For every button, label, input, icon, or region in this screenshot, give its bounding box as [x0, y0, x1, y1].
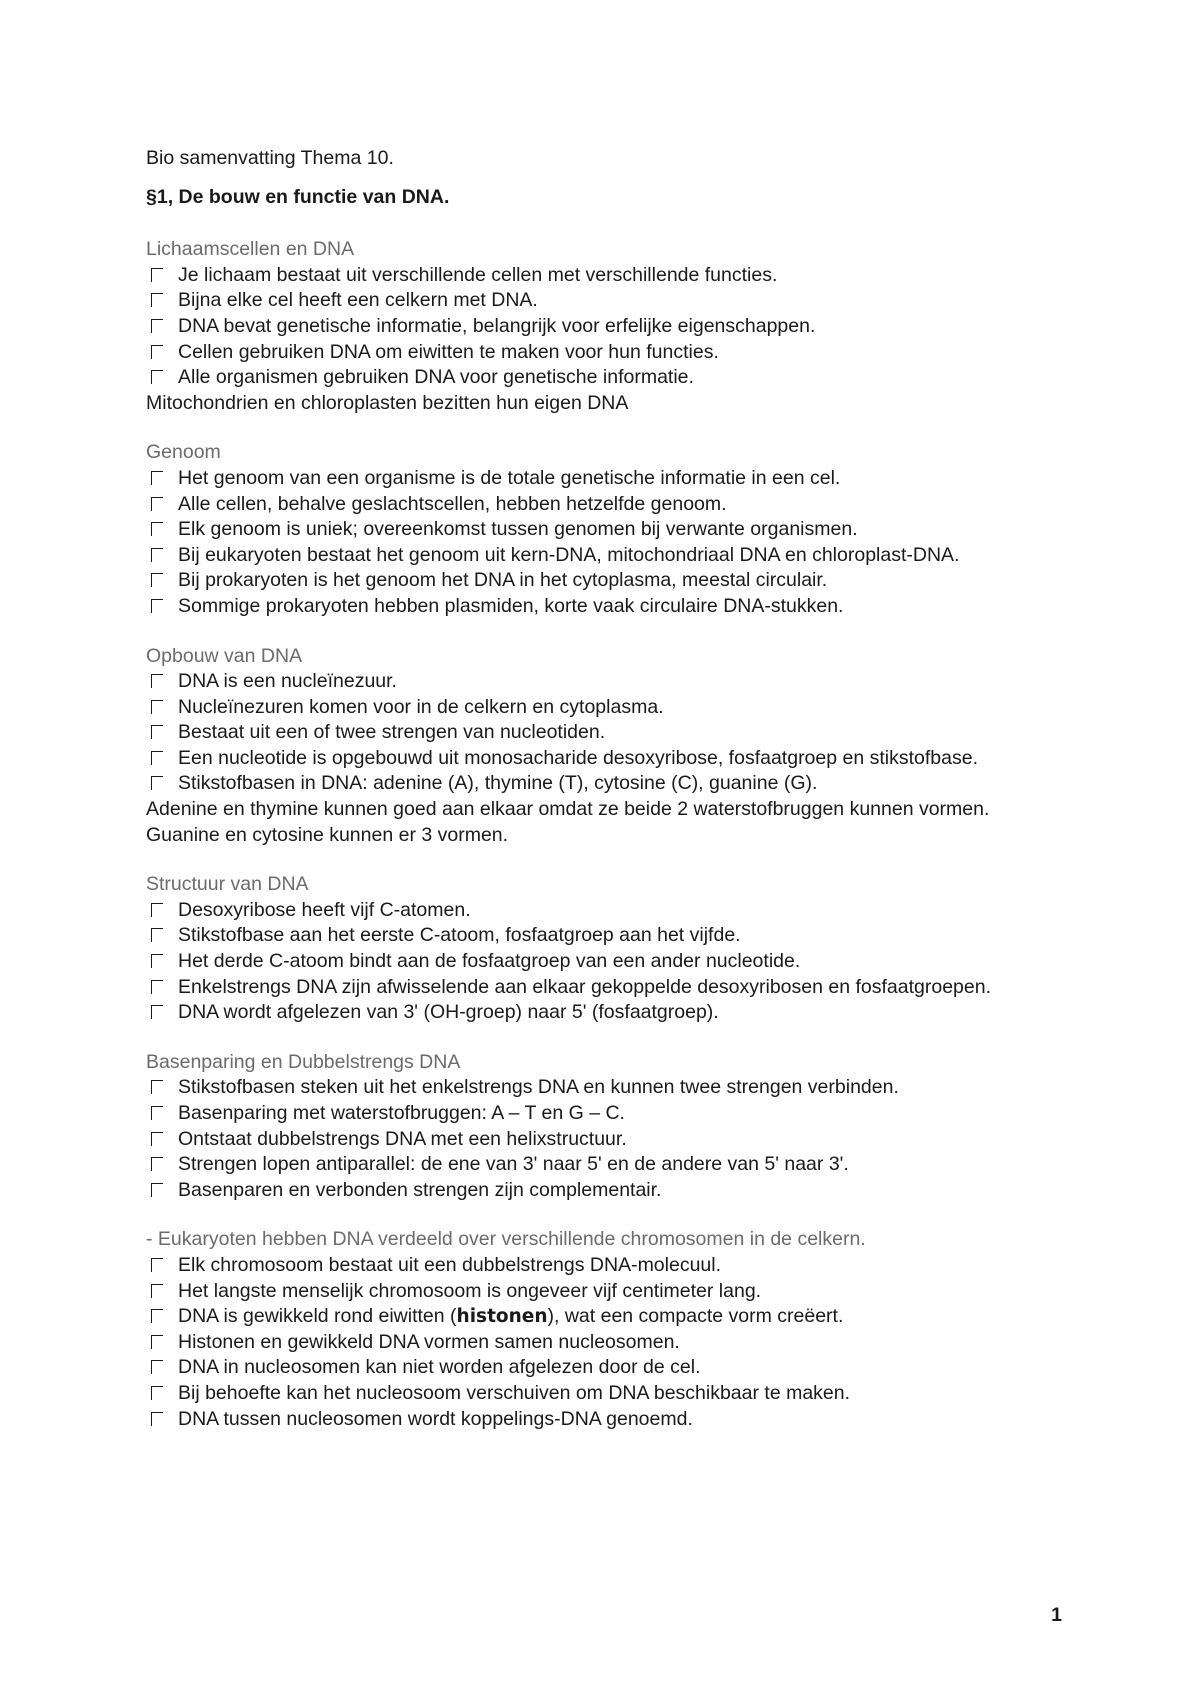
bullet-item — [146, 898, 1046, 924]
corner-bracket-bullet-icon — [151, 1106, 163, 1120]
bullet-item — [146, 543, 1046, 569]
bullet-item — [146, 365, 1046, 391]
section-heading: §1, De bouw en functie van DNA. — [146, 185, 450, 208]
line-text: Het genoom van een organisme is de totale genetische informatie in een cel. — [178, 466, 841, 489]
corner-bracket-bullet-icon — [151, 1360, 163, 1374]
line-text: Bij eukaryoten bestaat het genoom uit kern-DNA, mitochondriaal DNA en chloroplast-DNA. — [178, 543, 960, 566]
corner-bracket-bullet-icon — [151, 345, 163, 359]
subheading: Structuur van DNA — [146, 873, 309, 896]
content-block — [146, 1227, 1046, 1432]
corner-bracket-bullet-icon — [151, 776, 163, 790]
bullet-item — [146, 568, 1046, 594]
paragraph-line — [146, 797, 1046, 848]
line-text: Bijna elke cel heeft een celkern met DNA. — [178, 289, 538, 312]
bullet-item — [146, 1381, 1046, 1407]
subheading: Basenparing en Dubbelstrengs DNA — [146, 1050, 461, 1073]
corner-bracket-bullet-icon — [151, 1132, 163, 1146]
bullet-item — [146, 466, 1046, 492]
corner-bracket-bullet-icon — [151, 1335, 163, 1349]
corner-bracket-bullet-icon — [151, 1258, 163, 1272]
bullet-item — [146, 923, 1046, 949]
bullet-item — [146, 1075, 1046, 1101]
subheading: - Eukaryoten hebben DNA verdeeld over verschillende chromosomen in de celkern. — [146, 1228, 866, 1251]
line-text: Een nucleotide is opgebouwd uit monosacharide desoxyribose, fosfaatgroep en stikstofbase. — [178, 746, 979, 769]
content-block — [146, 1050, 1046, 1204]
bullet-item — [146, 949, 1046, 975]
line-text: Bij prokaryoten is het genoom het DNA in het cytoplasma, meestal circulair. — [178, 569, 828, 592]
bullet-item — [146, 594, 1046, 620]
corner-bracket-bullet-icon — [151, 548, 163, 562]
line-text: Het derde C-atoom bindt aan de fosfaatgroep van een ander nucleotide. — [178, 950, 801, 973]
text-span: DNA is gewikkeld rond eiwitten ( — [178, 1305, 457, 1328]
subheading: Lichaamscellen en DNA — [146, 238, 355, 261]
line-text: Strengen lopen antiparallel: de ene van 3' naar 5' en de andere van 5' naar 3'. — [178, 1153, 849, 1176]
bullet-item — [146, 1253, 1046, 1279]
corner-bracket-bullet-icon — [151, 1157, 163, 1171]
bullet-item — [146, 975, 1046, 1001]
content-block — [146, 440, 1046, 619]
corner-bracket-bullet-icon — [151, 522, 163, 536]
corner-bracket-bullet-icon — [151, 268, 163, 282]
line-text: Histonen en gewikkeld DNA vormen samen nucleosomen. — [178, 1330, 680, 1353]
line-text: Stikstofbasen in DNA: adenine (A), thymine (T), cytosine (C), guanine (G). — [178, 772, 818, 795]
page-number: 1 — [1051, 1604, 1062, 1626]
bullet-item — [146, 1178, 1046, 1204]
line-text: Bij behoefte kan het nucleosoom verschuiven om DNA beschikbaar te maken. — [178, 1381, 851, 1404]
line-text: Adenine en thymine kunnen goed aan elkaar omdat ze beide 2 waterstofbruggen kunnen vormen. Guanine en cytosine kunnen er 3 vormen. — [146, 798, 990, 846]
line-text: DNA wordt afgelezen van 3' (OH-groep) naar 5' (fosfaatgroep). — [178, 1001, 719, 1024]
bullet-item — [146, 669, 1046, 695]
line-text: Stikstofbase aan het eerste C-atoom, fosfaatgroep aan het vijfde. — [178, 924, 741, 947]
corner-bracket-bullet-icon — [151, 1005, 163, 1019]
corner-bracket-bullet-icon — [151, 700, 163, 714]
corner-bracket-bullet-icon — [151, 319, 163, 333]
corner-bracket-bullet-icon — [151, 1386, 163, 1400]
corner-bracket-bullet-icon — [151, 497, 163, 511]
line-text: Alle cellen, behalve geslachtscellen, hebben hetzelfde genoom. — [178, 492, 727, 515]
corner-bracket-bullet-icon — [151, 980, 163, 994]
line-text: DNA in nucleosomen kan niet worden afgelezen door de cel. — [178, 1356, 701, 1379]
document-title: Bio samenvatting Thema 10. — [146, 147, 394, 169]
subheading: Opbouw van DNA — [146, 644, 303, 667]
corner-bracket-bullet-icon — [151, 751, 163, 765]
bullet-item — [146, 263, 1046, 289]
bullet-item — [146, 340, 1046, 366]
line-text: DNA tussen nucleosomen wordt koppelings-DNA genoemd. — [178, 1407, 693, 1430]
corner-bracket-bullet-icon — [151, 293, 163, 307]
bullet-item — [146, 1330, 1046, 1356]
line-text: Ontstaat dubbelstrengs DNA met een helixstructuur. — [178, 1127, 627, 1150]
bullet-item — [146, 720, 1046, 746]
corner-bracket-bullet-icon — [151, 1284, 163, 1298]
bullet-item — [146, 771, 1046, 797]
content-block — [146, 644, 1046, 849]
corner-bracket-bullet-icon — [151, 954, 163, 968]
bullet-item — [146, 492, 1046, 518]
line-text: DNA bevat genetische informatie, belangrijk voor erfelijke eigenschappen. — [178, 314, 816, 337]
line-text: DNA is een nucleïnezuur. — [178, 670, 397, 693]
paragraph-line — [146, 391, 1046, 417]
corner-bracket-bullet-icon — [151, 471, 163, 485]
corner-bracket-bullet-icon — [151, 573, 163, 587]
text-span: ), wat een compacte vorm creëert. — [547, 1305, 844, 1328]
line-text: Enkelstrengs DNA zijn afwisselende aan elkaar gekoppelde desoxyribosen en fosfaatgroepen. — [178, 975, 992, 998]
line-text: Nucleïnezuren komen voor in de celkern en cytoplasma. — [178, 695, 664, 718]
bold-term: histonen — [456, 1306, 548, 1328]
line-text: Sommige prokaryoten hebben plasmiden, korte vaak circulaire DNA-stukken. — [178, 594, 844, 617]
bullet-item — [146, 1101, 1046, 1127]
corner-bracket-bullet-icon — [151, 599, 163, 613]
bullet-item — [146, 314, 1046, 340]
corner-bracket-bullet-icon — [151, 370, 163, 384]
bullet-item — [146, 1407, 1046, 1433]
line-text: Stikstofbasen steken uit het enkelstrengs DNA en kunnen twee strengen verbinden. — [178, 1076, 899, 1099]
bullet-item — [146, 1304, 1046, 1330]
section-blocks — [146, 237, 1046, 1432]
bullet-item — [146, 1355, 1046, 1381]
line-text: Je lichaam bestaat uit verschillende cellen met verschillende functies. — [178, 263, 778, 286]
line-text: Elk chromosoom bestaat uit een dubbelstrengs DNA-molecuul. — [178, 1253, 722, 1276]
bullet-item — [146, 1000, 1046, 1026]
line-text: Het langste menselijk chromosoom is ongeveer vijf centimeter lang. — [178, 1279, 762, 1302]
bullet-item — [146, 1279, 1046, 1305]
corner-bracket-bullet-icon — [151, 725, 163, 739]
bullet-item — [146, 517, 1046, 543]
line-text: Bestaat uit een of twee strengen van nucleotiden. — [178, 721, 606, 744]
content-block — [146, 237, 1046, 416]
bullet-item — [146, 746, 1046, 772]
line-text: Alle organismen gebruiken DNA voor genetische informatie. — [178, 366, 694, 389]
content-block — [146, 872, 1046, 1026]
bullet-item — [146, 1152, 1046, 1178]
corner-bracket-bullet-icon — [151, 1183, 163, 1197]
corner-bracket-bullet-icon — [151, 1080, 163, 1094]
bullet-item — [146, 1127, 1046, 1153]
corner-bracket-bullet-icon — [151, 674, 163, 688]
corner-bracket-bullet-icon — [151, 1412, 163, 1426]
line-text: Mitochondrien en chloroplasten bezitten hun eigen DNA — [146, 391, 629, 414]
corner-bracket-bullet-icon — [151, 903, 163, 917]
line-text: Basenparing met waterstofbruggen: A – T en G – C. — [178, 1102, 625, 1124]
line-text: Basenparen en verbonden strengen zijn complementair. — [178, 1178, 662, 1201]
corner-bracket-bullet-icon — [151, 1309, 163, 1323]
line-text: Desoxyribose heeft vijf C-atomen. — [178, 898, 471, 921]
line-text: Cellen gebruiken DNA om eiwitten te maken voor hun functies. — [178, 340, 719, 363]
line-text: Elk genoom is uniek; overeenkomst tussen genomen bij verwante organismen. — [178, 518, 858, 541]
document-content — [146, 146, 1046, 1456]
bullet-item — [146, 288, 1046, 314]
corner-bracket-bullet-icon — [151, 928, 163, 942]
subheading: Genoom — [146, 441, 221, 464]
bullet-item — [146, 695, 1046, 721]
